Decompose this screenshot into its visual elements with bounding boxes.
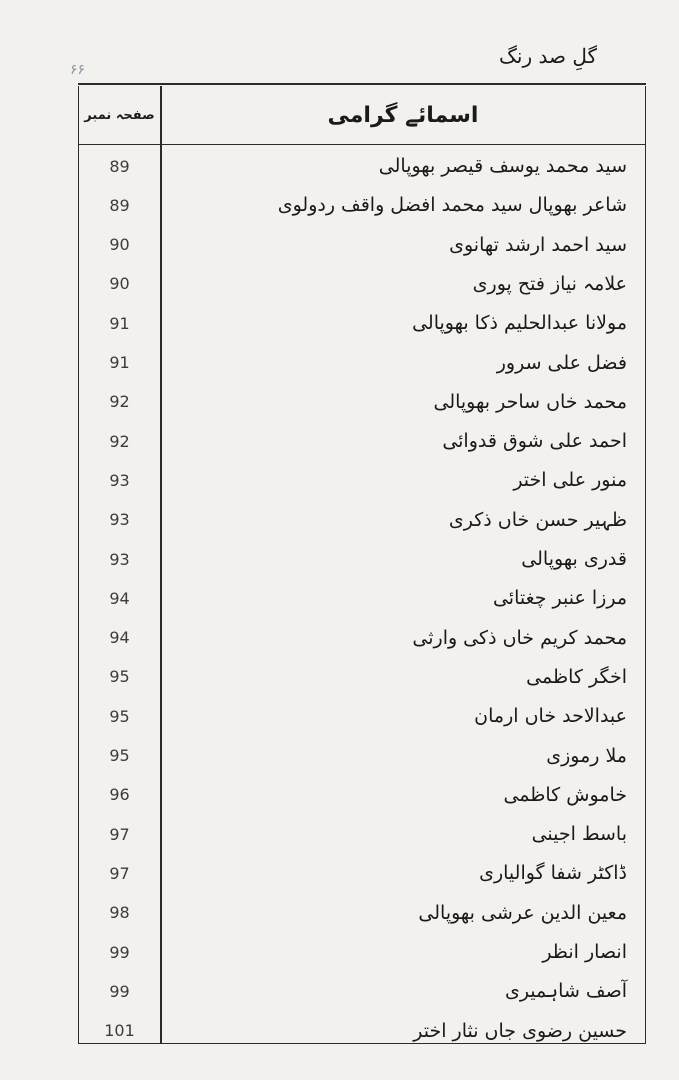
table-row: [79, 1011, 645, 1051]
table-row: [79, 382, 645, 422]
table-row: [79, 696, 645, 736]
entry-name: ڈاکٹر شفا گوالیاری: [479, 862, 627, 885]
entry-page-number: 90: [109, 274, 130, 294]
entry-page-number: 97: [109, 863, 130, 883]
table-row: [79, 853, 645, 893]
entry-name: ظہیر حسن خاں ذکری: [448, 508, 627, 531]
entry-name: باسط اجینی: [531, 823, 627, 846]
entry-page-number: 94: [109, 588, 130, 608]
entry-name: محمد خاں ساحر بھوپالی: [433, 390, 627, 413]
table-row: [79, 618, 645, 658]
table-row: [79, 146, 645, 186]
entry-name: سید احمد ارشد تھانوی: [449, 233, 627, 256]
table-row: [79, 893, 645, 933]
contents-table: [78, 86, 646, 1044]
entry-name: عبدالاحد خاں ارمان: [474, 705, 627, 728]
entry-page-number: 89: [109, 156, 130, 176]
entry-name: مرزا عنبر چغتائی: [492, 587, 627, 610]
table-row: [79, 814, 645, 854]
entry-page-number: 93: [109, 549, 130, 569]
table-row: [79, 343, 645, 383]
entry-name: سید محمد یوسف قیصر بھوپالی: [378, 155, 627, 177]
table-row: [79, 185, 645, 225]
entry-name: حسین رضوی جاں نثار اختر: [413, 1019, 627, 1042]
entry-page-number: 94: [109, 628, 130, 648]
names-column-header: اسمائے گرامی: [327, 102, 479, 128]
entry-name: قدری بھوپالی: [521, 548, 627, 570]
table-row: [79, 264, 645, 304]
entry-page-number: 92: [109, 431, 130, 451]
entry-name: مولانا عبدالحلیم ذکا بھوپالی: [412, 312, 627, 335]
table-row: [79, 500, 645, 540]
entry-name: معین الدین عرشی بھوپالی: [418, 901, 627, 924]
entry-name: ملا رموزی: [546, 744, 627, 767]
table-top-rule: [78, 83, 646, 85]
table-row: [79, 775, 645, 815]
table-row: [79, 303, 645, 343]
entry-page-number: 99: [109, 942, 130, 962]
entry-page-number: 89: [109, 195, 130, 215]
running-title: گلِ صد رنگ: [499, 44, 597, 68]
table-row: [79, 225, 645, 265]
entry-name: انصار انظر: [542, 941, 627, 963]
entry-page-number: 101: [104, 1021, 135, 1041]
entry-page-number: 91: [109, 353, 130, 372]
entry-page-number: 95: [109, 746, 130, 765]
table-row: [79, 421, 645, 461]
table-row: [79, 657, 645, 697]
entry-name: خاموش کاظمی: [503, 783, 627, 806]
entry-page-number: 91: [109, 313, 130, 333]
entry-page-number: 99: [109, 981, 130, 1001]
page-number: ۶۶: [70, 62, 86, 78]
entry-page-number: 93: [109, 510, 130, 530]
table-row: [79, 932, 645, 972]
entry-name: فضل علی سرور: [496, 351, 627, 374]
entry-page-number: 90: [109, 235, 130, 255]
table-row: [79, 971, 645, 1011]
entry-name: شاعر بھوپال سید محمد افضل واقف ردولوی: [277, 194, 627, 217]
entry-page-number: 92: [109, 392, 130, 412]
entry-page-number: 93: [109, 470, 130, 490]
entry-name: اخگر کاظمی: [526, 665, 627, 688]
table-header: [79, 86, 645, 145]
entry-name: آصف شاہمیری: [504, 980, 627, 1003]
table-row: [79, 460, 645, 500]
entry-page-number: 98: [109, 903, 130, 923]
entry-name: منور علی اختر: [513, 469, 627, 492]
table-row: [79, 539, 645, 579]
page-column-header: صفحہ نمبر: [84, 107, 155, 123]
entry-page-number: 95: [109, 667, 130, 687]
entry-page-number: 96: [109, 785, 130, 805]
entry-name: علامہ نیاز فتح پوری: [472, 272, 627, 295]
entry-page-number: 97: [109, 824, 130, 844]
table-row: [79, 736, 645, 776]
entry-name: محمد کریم خاں ذکی وارثی: [412, 626, 627, 649]
entry-page-number: 95: [109, 706, 130, 726]
entry-name: احمد علی شوق قدوائی: [442, 430, 627, 453]
table-row: [79, 578, 645, 618]
